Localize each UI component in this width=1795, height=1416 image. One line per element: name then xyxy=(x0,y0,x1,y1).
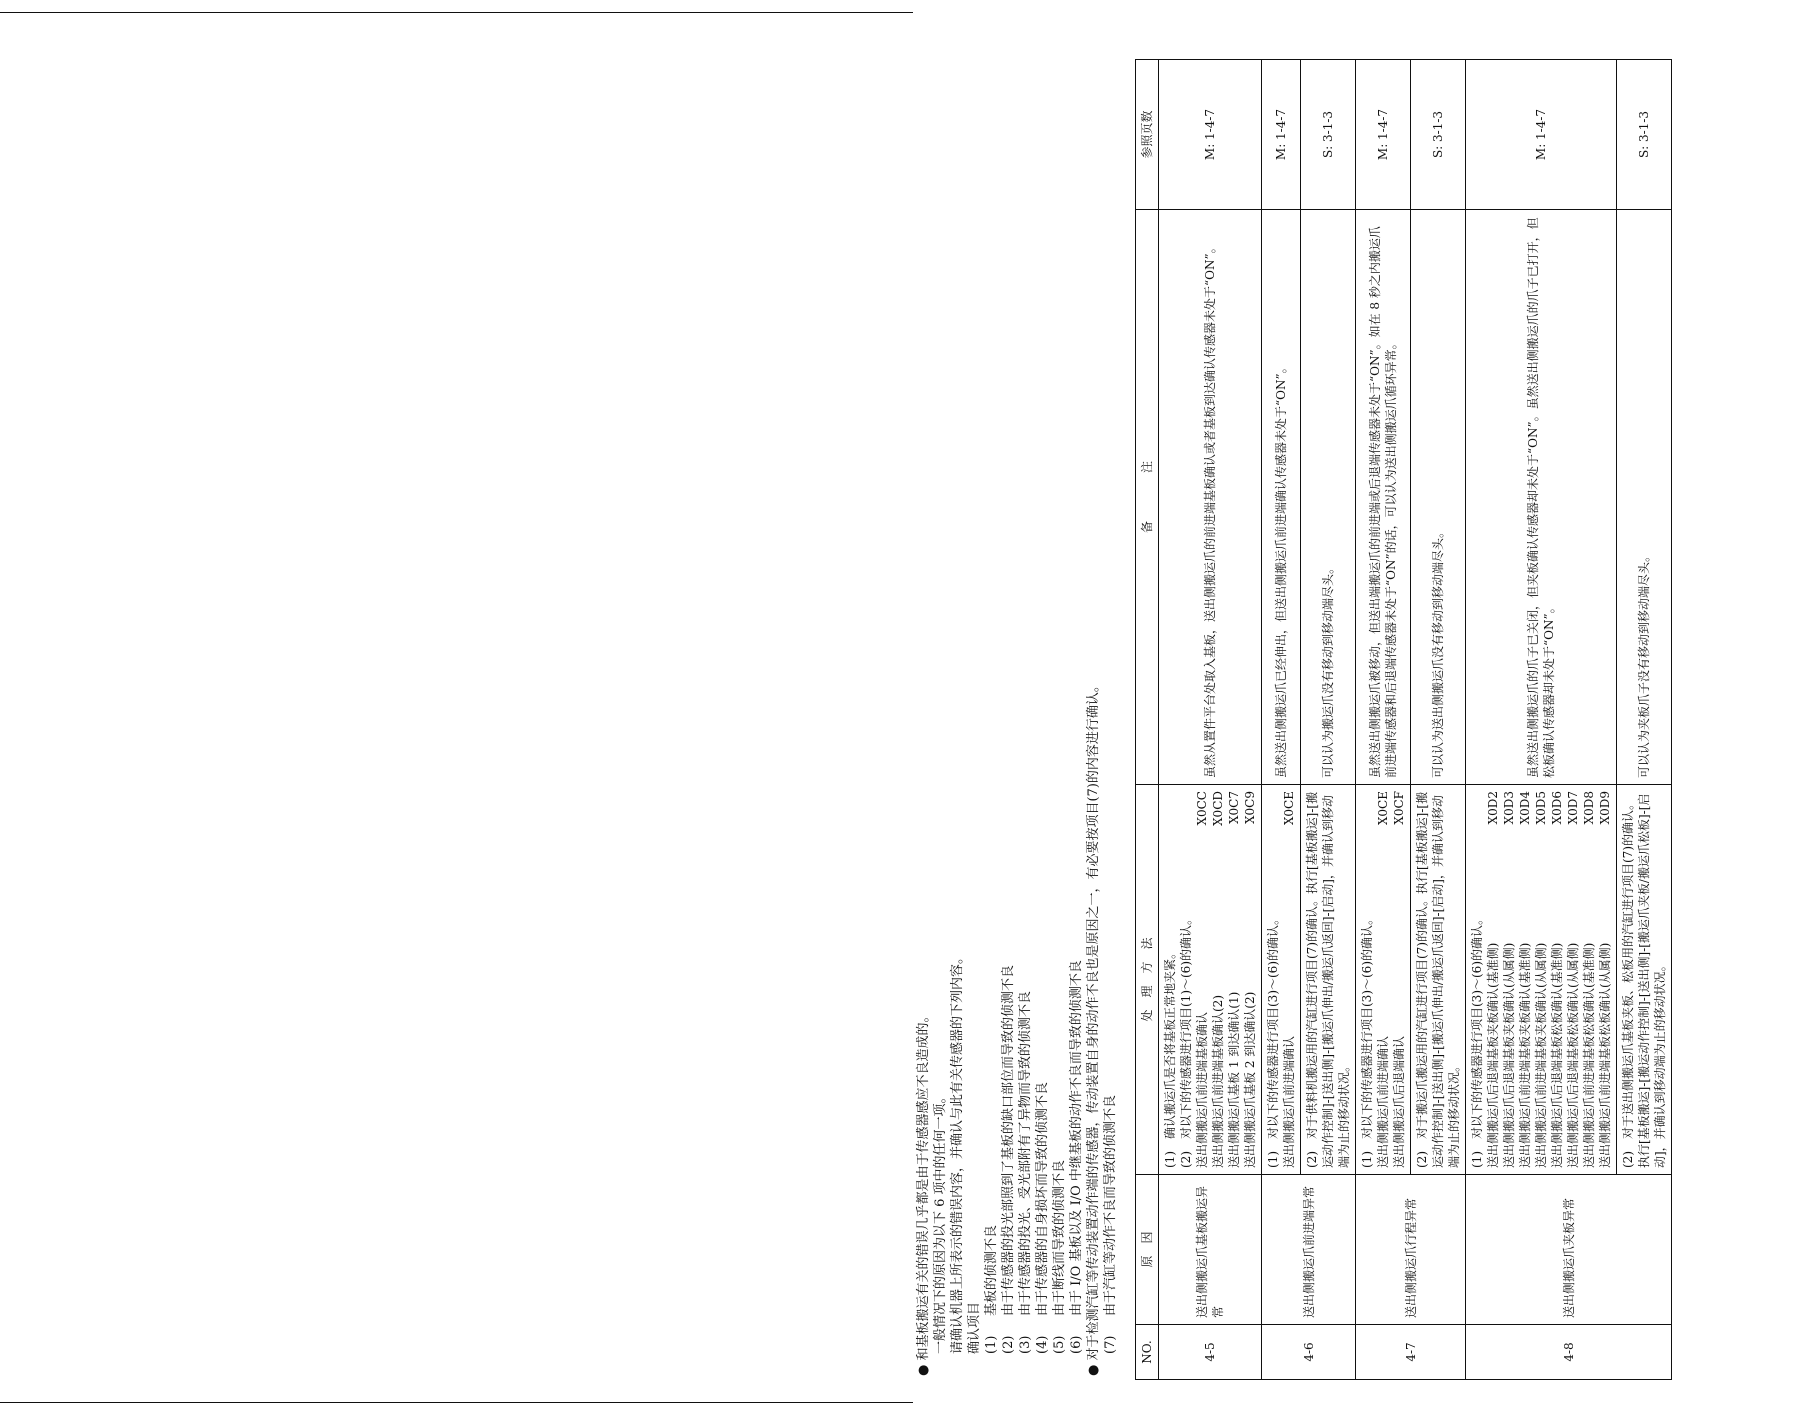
method-line xyxy=(1485,791,1501,1168)
check-item-number: (1) xyxy=(984,1335,999,1354)
intro-line-4: 确认项目 xyxy=(967,1301,982,1354)
method-text: 送出侧搬运爪前进端基板夹板确认(从属侧) xyxy=(1534,942,1548,1168)
method-text: 送出侧搬运爪前进端基板确认 xyxy=(1195,1011,1209,1168)
check-item xyxy=(983,66,1000,1376)
check-item-7: (7) 由于汽缸等动作不良而导致的侦测不良 xyxy=(1103,1094,1118,1354)
bullet-line-2: ● 对于检测汽缸等传动装置动作端的传感器，传动装置自身的动作不良也是原因之一，有必要按项目(7)的内容进行确认。 xyxy=(1086,679,1101,1376)
check-item-text: 基板的侦测不良 xyxy=(984,1224,999,1316)
check-item xyxy=(1068,66,1085,1376)
sensor-code: X0D8 xyxy=(1582,791,1596,825)
sensor-code: X0D7 xyxy=(1566,791,1580,825)
method-text: 送出侧搬运爪后退端基板夹板确认(从属侧) xyxy=(1502,942,1516,1168)
method-line xyxy=(1501,791,1517,1168)
row-note-2: 可以认为夹板爪子没有移动到移动端尽头。 xyxy=(1617,210,1672,785)
row-page-2: S: 3-1-3 xyxy=(1617,60,1672,210)
check-item-number: (3) xyxy=(1018,1335,1033,1354)
row-page-1: M: 1-4-7 xyxy=(1466,60,1617,210)
method-line xyxy=(1549,791,1565,1168)
header-page: 参照页数 xyxy=(1136,60,1159,210)
row-page-1: M: 1-4-7 xyxy=(1262,60,1301,210)
method-text: 送出侧搬运爪前进端基板夹板确认(基准侧) xyxy=(1518,942,1532,1168)
method-line xyxy=(1391,791,1407,1168)
method-line xyxy=(1375,791,1391,1168)
sensor-code: X0D6 xyxy=(1550,791,1564,825)
sensor-code: X0D3 xyxy=(1502,791,1516,825)
header-method: 处 理 方 法 xyxy=(1136,785,1159,1175)
bullet-line-1: ● 和基板搬运有关的错误几乎都是由于传感器感应不良造成的。 xyxy=(916,1009,931,1376)
sensor-code: X0CF xyxy=(1392,791,1406,825)
check-item-number: (6) xyxy=(1069,1335,1084,1354)
method-text: 送出侧搬运爪前进端基板松板确认(从属侧) xyxy=(1598,942,1612,1168)
method-line xyxy=(1210,791,1226,1168)
sensor-code: X0D2 xyxy=(1486,791,1500,825)
sensor-code: X0C9 xyxy=(1243,791,1257,824)
table-row xyxy=(1262,60,1301,1380)
rotated-content xyxy=(905,56,1795,1386)
method-text: 送出侧搬运爪前进端基板松板确认(基准侧) xyxy=(1582,942,1596,1168)
check-item-text: 由于断线而导致的侦测不良 xyxy=(1052,1159,1067,1316)
check-item-number: (4) xyxy=(1035,1335,1050,1354)
method-text: (1) 对以下的传感器进行项目(3)～(6)的确认。 xyxy=(1470,913,1484,1168)
row-no: 4-6 xyxy=(1262,1325,1356,1380)
method-line xyxy=(1178,791,1194,1168)
check-item-text: 由于传感器的投光、受光部附有了异物而导致的侦测不良 xyxy=(1018,990,1033,1316)
method-line xyxy=(1581,791,1597,1168)
check-item-number: (2) xyxy=(1001,1335,1016,1354)
method-text: 送出侧搬运爪基板 1 到达确认(1) xyxy=(1227,991,1241,1168)
method-text: (2) 对以下的传感器进行项目(1)～(6)的确认。 xyxy=(1179,913,1193,1168)
check-item xyxy=(1000,66,1017,1376)
row-method-2: (2) 对于搬运爪搬运用的汽缸进行项目(7)的确认。执行[基板搬运]-[搬运动作控制]-[送出侧]-[搬运爪伸出/搬运爪返回]-[启动]，并确认到移动端为止的移动状况。 xyxy=(1411,785,1466,1175)
method-text: 送出侧搬运爪基板 2 到达确认(2) xyxy=(1243,991,1257,1168)
sensor-code: X0C7 xyxy=(1227,791,1241,824)
row-method-2: (2) 对于供料机搬运用的汽缸进行项目(7)的确认。执行[基板搬运]-[搬运动作控制]-[送出侧]-[搬运爪伸出/搬运爪返回]-[启动]，并确认到移动端为止的移动状况。 xyxy=(1301,785,1356,1175)
method-text: 送出侧搬运爪前进端基板确认(2) xyxy=(1211,995,1225,1168)
method-line xyxy=(1242,791,1258,1168)
intro-line-2: 一般情况下的原因为以下 6 项中的任何一项。 xyxy=(933,1090,948,1354)
header-cause: 原 因 xyxy=(1136,1175,1159,1325)
row-no: 4-5 xyxy=(1159,1325,1262,1380)
method-text: 送出侧搬运爪后退端基板松板确认(从属侧) xyxy=(1566,942,1580,1168)
sensor-code: X0D5 xyxy=(1534,791,1548,825)
header-no: NO. xyxy=(1136,1325,1159,1380)
row-cause: 送出侧搬运爪基板搬运异常 xyxy=(1159,1175,1262,1325)
check-item xyxy=(1034,66,1051,1376)
row-method-1 xyxy=(1356,785,1411,1175)
check-item-text: 由于 I/O 基板以及 I/O 中继基板的动作不良而导致的侦测不良 xyxy=(1069,960,1084,1316)
sensor-code: X0CE xyxy=(1282,791,1296,826)
method-line xyxy=(1597,791,1613,1168)
method-line xyxy=(1281,791,1297,1168)
sensor-code: X0D9 xyxy=(1598,791,1612,825)
table-row xyxy=(1159,60,1262,1380)
method-text: 送出侧搬运爪后退端确认 xyxy=(1392,1035,1406,1168)
sensor-code: X0D4 xyxy=(1518,791,1532,825)
troubleshooting-table xyxy=(1135,59,1672,1380)
intro-line-3: 请确认机器上所表示的错误内容，并确认与此有关传感器的下列内容。 xyxy=(950,950,965,1354)
sensor-code: X0CE xyxy=(1376,791,1390,826)
method-text: 送出侧搬运爪后退端基板松板确认(基准侧) xyxy=(1550,942,1564,1168)
method-text: (1) 对以下的传感器进行项目(3)～(6)的确认。 xyxy=(1360,913,1374,1168)
row-cause: 送出侧搬运爪夹板异常 xyxy=(1466,1175,1672,1325)
row-note-1: 虽然送出侧搬运爪被移动，但送出端搬运爪的前进端或后退端传感器未处于“ON”。如在 8 秒之内搬运爪前进端传感器和后退端传感器未处于“ON”的话，可以认为送出侧搬运爪循环异常。 xyxy=(1356,210,1411,785)
row-note-2: 可以认为送出侧搬运爪没有移动到移动端尽头。 xyxy=(1411,210,1466,785)
method-line xyxy=(1517,791,1533,1168)
check-item-text: 由于传感器的投光部照到了基板的缺口部位而导致的侦测不良 xyxy=(1001,964,1016,1316)
table-row xyxy=(1466,60,1617,1380)
header-note: 备 注 xyxy=(1136,210,1159,785)
method-text: 送出侧搬运爪前进端确认 xyxy=(1376,1035,1390,1168)
method-line xyxy=(1194,791,1210,1168)
row-note-1: 虽然送出侧搬运爪的爪子已关闭，但夹板确认传感器却未处于“ON”。虽然送出侧搬运爪的爪子已打开，但松板确认传感器却未处于“ON”。 xyxy=(1466,210,1617,785)
check-item-text: 由于传感器的自身损坏而导致的侦测不良 xyxy=(1035,1081,1050,1316)
method-line xyxy=(1226,791,1242,1168)
row-note-1: 虽然送出侧搬运爪已经伸出，但送出侧搬运爪前进端确认传感器未处于“ON”。 xyxy=(1262,210,1301,785)
method-line xyxy=(1359,791,1375,1168)
table-header-row xyxy=(1136,60,1159,1380)
row-page-2: S: 3-1-3 xyxy=(1411,60,1466,210)
method-line xyxy=(1469,791,1485,1168)
sensor-code: X0CC xyxy=(1195,791,1209,826)
row-page-2: S: 3-1-3 xyxy=(1301,60,1356,210)
check-item xyxy=(1017,66,1034,1376)
row-no: 4-7 xyxy=(1356,1325,1466,1380)
check-item-number: (5) xyxy=(1052,1335,1067,1354)
method-line xyxy=(1162,791,1178,1168)
row-note-2: 可以认为搬运爪没有移动到移动端尽头。 xyxy=(1301,210,1356,785)
method-line xyxy=(1265,791,1281,1168)
method-text: (1) 对以下的传感器进行项目(3)～(6)的确认。 xyxy=(1266,913,1280,1168)
row-note: 虽然从置件平台处取入基板，送出侧搬运爪的前进端基板确认或者基板到达确认传感器未处于“ON”。 xyxy=(1159,210,1262,785)
check-items-list xyxy=(983,66,1085,1376)
row-method-1 xyxy=(1466,785,1617,1175)
method-text: 送出侧搬运爪前进端确认 xyxy=(1282,1035,1296,1168)
row-page-1: M: 1-4-7 xyxy=(1356,60,1411,210)
row-cause: 送出侧搬运爪行程异常 xyxy=(1356,1175,1466,1325)
row-page: M: 1-4-7 xyxy=(1159,60,1262,210)
row-method-1 xyxy=(1262,785,1301,1175)
method-line xyxy=(1565,791,1581,1168)
row-method-2: (2) 对于送出侧搬运爪基板夹板、松板用的汽缸进行项目(7)的确认。执行[基板搬运]-[搬运动作控制]-[送出侧]-[搬运爪夹板/搬运爪松板]-[启动]，并确认到移动端为止的移动状况。 xyxy=(1617,785,1672,1175)
row-no: 4-8 xyxy=(1466,1325,1672,1380)
method-line xyxy=(1533,791,1549,1168)
sensor-code: X0CD xyxy=(1211,791,1225,826)
row-cause: 送出侧搬运爪前进端异常 xyxy=(1262,1175,1356,1325)
row-method xyxy=(1159,785,1262,1175)
table-row xyxy=(1356,60,1411,1380)
intro-section xyxy=(915,66,1119,1376)
method-text: 送出侧搬运爪后退端基板夹板确认(基准侧) xyxy=(1486,942,1500,1168)
check-item xyxy=(1051,66,1068,1376)
method-text: (1) 确认搬运爪是否将基板正常地夹紧。 xyxy=(1163,947,1177,1168)
